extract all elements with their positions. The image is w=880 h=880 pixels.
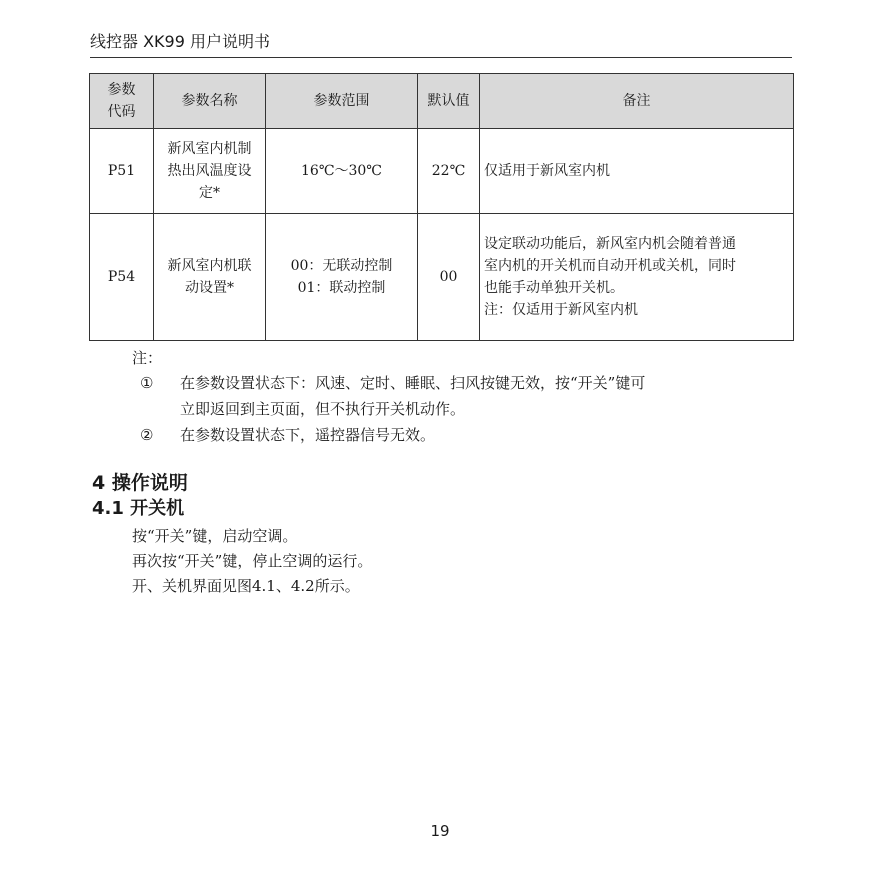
section-body bbox=[132, 524, 372, 599]
cell-default: 22℃ bbox=[418, 129, 480, 214]
note-text: 在参数设置状态下，遥控器信号无效。 bbox=[180, 426, 436, 444]
col-header-range: 参数范围 bbox=[266, 74, 418, 129]
document-header-title: 线控器 XK99 用户说明书 bbox=[90, 32, 270, 51]
section-heading: 4 操作说明 bbox=[92, 472, 188, 494]
paragraph: 再次按“开关”键，停止空调的运行。 bbox=[132, 552, 373, 570]
list-item bbox=[140, 422, 800, 448]
subsection-heading: 4.1 开关机 bbox=[92, 498, 185, 519]
col-header-notes: 备注 bbox=[480, 74, 794, 129]
col-header-name: 参数名称 bbox=[154, 74, 266, 129]
cell-range: 16℃～30℃ bbox=[266, 129, 418, 214]
paragraph: 按“开关”键，启动空调。 bbox=[132, 527, 298, 545]
col-header-code: 参数 代码 bbox=[90, 74, 154, 129]
notes-list bbox=[140, 370, 800, 448]
notes-label: 注： bbox=[132, 349, 163, 367]
table-row bbox=[90, 129, 794, 214]
cell-notes: 仅适用于新风室内机 bbox=[480, 129, 794, 214]
table-row bbox=[90, 214, 794, 341]
note-number: ② bbox=[140, 426, 154, 444]
table-header-row bbox=[90, 74, 794, 129]
parameter-table bbox=[89, 73, 794, 341]
page-number: 19 bbox=[430, 822, 450, 840]
cell-name: 新风室内机制 热出风温度设 定* bbox=[154, 129, 266, 214]
cell-notes: 设定联动功能后，新风室内机会随着普通 室内机的开关机而自动开机或关机，同时 也能手动单独开关机。 注：仅适用于新风室内机 bbox=[480, 214, 794, 341]
cell-range: 00：无联动控制 01：联动控制 bbox=[266, 214, 418, 341]
note-text: 在参数设置状态下：风速、定时、睡眠、扫风按键无效，按“开关”键可 立即返回到主页面，但不执行开关机动作。 bbox=[180, 374, 646, 418]
note-number: ① bbox=[140, 374, 154, 392]
list-item bbox=[140, 370, 800, 422]
cell-code: P54 bbox=[90, 214, 154, 341]
cell-name: 新风室内机联 动设置* bbox=[154, 214, 266, 341]
col-header-default: 默认值 bbox=[418, 74, 480, 129]
cell-default: 00 bbox=[418, 214, 480, 341]
paragraph: 开、关机界面见图4.1、4.2所示。 bbox=[132, 577, 360, 595]
cell-code: P51 bbox=[90, 129, 154, 214]
header-divider bbox=[90, 57, 792, 58]
